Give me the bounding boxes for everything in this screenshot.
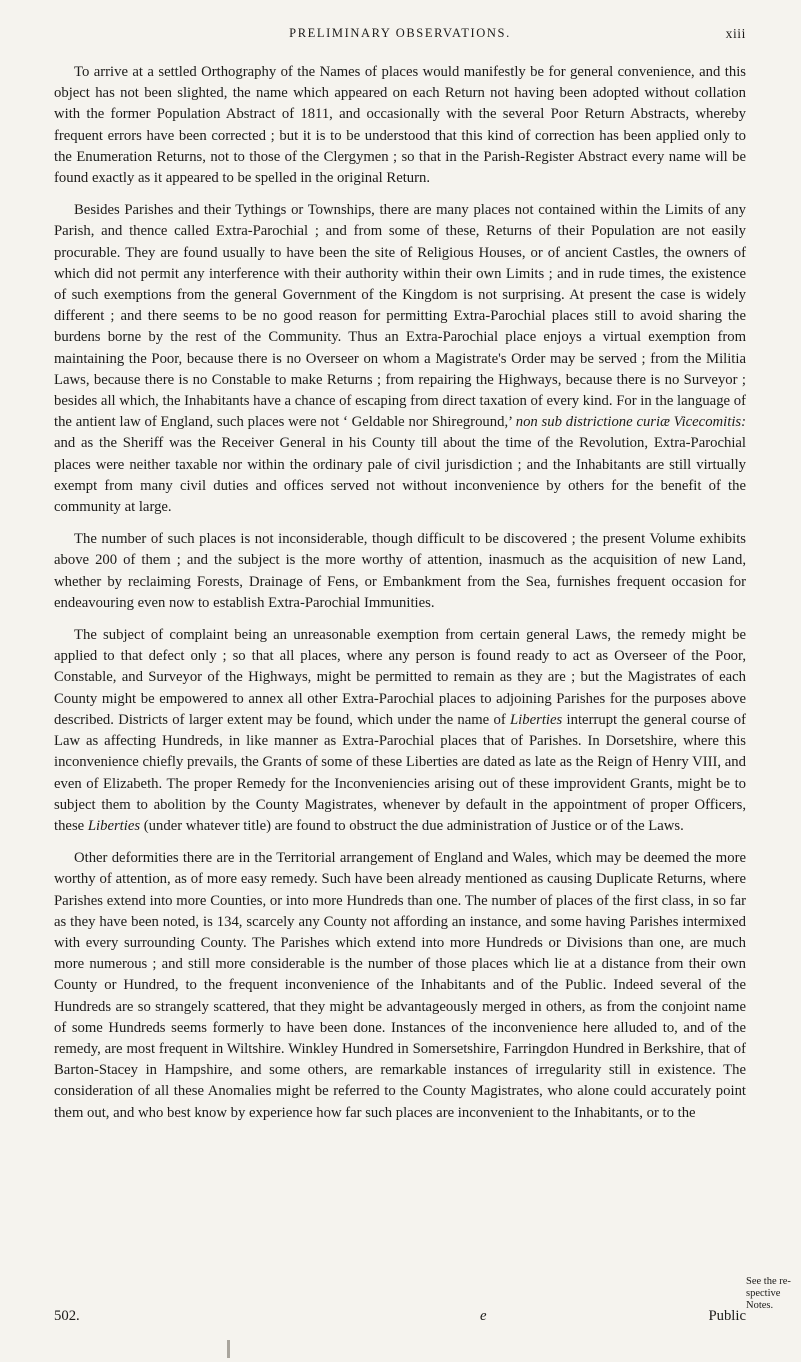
latin-phrase: non sub districtione curiæ Vicecomitis: bbox=[515, 414, 747, 431]
liberties-term: Liberties bbox=[510, 711, 563, 728]
paragraph-orthography: To arrive at a settled Orthography of the Names of places would manifestly be for general convenience, and this object has not been slighted, the name which appeared on each Return not having been adopted without collation with the former Population Abstract of 1811, and occasionally with the several Poor Return Abstracts, whereby frequent errors have been corrected ; but it is to be understood that this kind of correction has been applied only to the Enumeration Returns, not to those of the Clergymen ; so that in the Parish-Register Abstract every name will be found exactly as it appeared to be spelled in the original Return. bbox=[54, 64, 746, 187]
paragraph-extra-parochial bbox=[54, 200, 746, 518]
running-title: PRELIMINARY OBSERVATIONS. bbox=[289, 26, 511, 40]
page-number: xiii bbox=[725, 26, 746, 41]
paragraph-complaint-remedy bbox=[54, 625, 746, 837]
margin-note-line: spective Notes. bbox=[746, 1288, 781, 1311]
scan-mark bbox=[227, 1340, 230, 1358]
paragraph-complaint-part-2: interrupt the general course of Law as affecting Hundreds, in like manner as Extra-Parochial places that of Parishes. In Dorsetshire, where this inconvenience chiefly prevails, the Grants of some of these Liberties are dated as late as the Reign of Henry VIII, and even of Elizabeth. The proper Remedy for the Inconveniencies arising out of these improvident Grants, might be to subject them to abolition by the County Magistrates, whenever by default in the appointment of proper Officers, these bbox=[54, 711, 747, 834]
catchword: Public bbox=[708, 1308, 746, 1324]
paragraph-number-of-places: The number of such places is not inconsiderable, though difficult to be discovered ; the present Volume exhibits above 200 of them ; and the subject is the more worthy of attention, inasmuch as the acquisition of new Land, whether by reclaiming Forests, Drainage of Fens, or Embankment from the Sea, furnishes frequent occasion for endeavouring even now to establish Extra-Parochial Immunities. bbox=[54, 531, 746, 611]
running-head bbox=[54, 26, 746, 48]
paragraph-territorial-deformities: Other deformities there are in the Territorial arrangement of England and Wales, which may be deemed the more worthy of attention, as of more easy remedy. Such have been already mentioned as causing Duplicate Returns, where Parishes extend into more Counties, or into more Hundreds than one. The number of places of the first class, in so far as they have been noted, is 134, scarcely any County not affording an instance, and some having Parishes intermixed with every surrounding County. The Parishes which extend into more Hundreds or Divisions than one, are much more numerous ; and still more considerable is the number of those places which lie at a distance from their own County or Hundred, to the frequent inconvenience of the Inhabitants and of the Public. Indeed several of the Hundreds are so strangely scattered, that they might be advantageously merged in others, as from the conjoint name of some Hundreds seems formerly to have been done. Instances of the inconvenience here alluded to, and of the remedy, are most frequent in Wiltshire. Winkley Hundred in Somersetshire, Farringdon Hundred in Berkshire, that of Barton-Stacey in Hampshire, and some others, are remarkable instances of irregularity still in existence. The consideration of all these Anomalies might be referred to the County Magistrates, who alone could accurately point them out, and who best know by experience how far such places are inconvenient to the Inhabitants, or to the bbox=[54, 850, 746, 1121]
margin-note-line: See the re- bbox=[746, 1276, 791, 1287]
paragraph-extra-parochial-part-1: Besides Parishes and their Tythings or Townships, there are many places not contained within the Limits of any Parish, and thence called Extra-Parochial ; and from some of these, Returns of their Population are not easily procurable. They are found usually to have been the site of Religious Houses, or of ancient Castles, the owners of which did not permit any interference with their authority within their own Limits ; and in rude times, the existence of such exemptions from the general Government of the Kingdom is not surprising. At present the case is widely different ; and there seems to be no good reason for permitting Extra-Parochial places still to avoid sharing the burdens borne by the rest of the Community. Thus an Extra-Parochial place enjoys a virtual exemption from maintaining the Poor, because there is no Overseer on whom a Magistrate's Order may be served ; from the Militia Laws, because there is no Constable to make Returns ; from repairing the Highways, because there is no Surveyor ; besides all which, the Inhabitants have a chance of escaping from direct taxation of every kind. For in the language of the antient law of England, such places were not ‘ Geldable nor Shireground,’ bbox=[54, 202, 746, 431]
margin-note bbox=[746, 1276, 801, 1312]
text-column bbox=[54, 62, 746, 1135]
paragraph-complaint-part-3: (under whatever title) are found to obstruct the due administration of Justice or of the Laws. bbox=[143, 817, 684, 834]
catch-line bbox=[54, 1308, 746, 1328]
signature-letter: e bbox=[480, 1308, 487, 1324]
liberties-term: Liberties bbox=[87, 817, 141, 834]
paragraph-complaint-part-1: The subject of complaint being an unreasonable exemption from certain general Laws, the remedy might be applied to that defect only ; so that all places, where any person is found ready to act as Overseer of the Poor, Constable, and Surveyor of the Highways, might be permitted to remain as they are ; but the Magistrates of each County might be empowered to annex all other Extra-Parochial places to adjoining Parishes for the purposes above described. Districts of larger extent may be found, which under the name of bbox=[54, 627, 746, 728]
signature-mark: 502. bbox=[54, 1308, 80, 1324]
paragraph-extra-parochial-part-2: and as the Sheriff was the Receiver General in his County till about the time of the Revolution, Extra-Parochial places were neither taxable nor within the ordinary pale of civil jurisdiction ; and the Inhabitants are still virtually exempt from many civil duties and offices served not without inconvenience by others for the benefit of the community at large. bbox=[54, 435, 746, 516]
